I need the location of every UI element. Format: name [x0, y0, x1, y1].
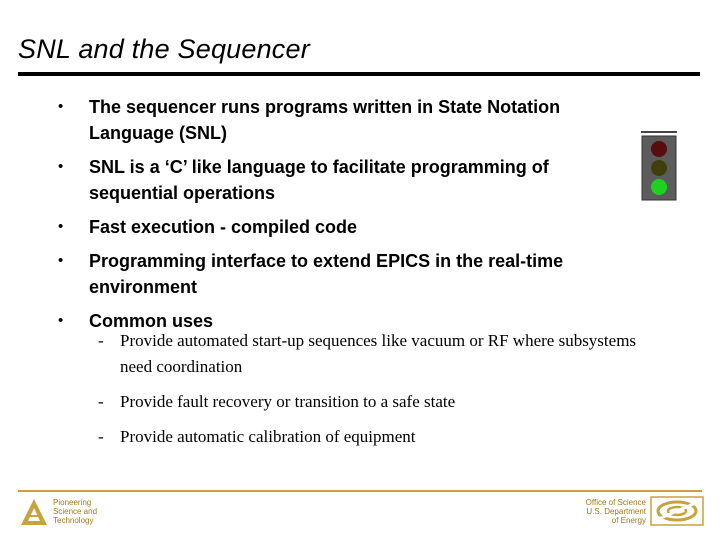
- argonne-logo-icon: [20, 498, 48, 531]
- sub-bullet-item: [98, 328, 658, 380]
- bullet-text: Programming interface to extend EPICS in the real-time environment: [89, 251, 564, 297]
- bullet-item: [58, 94, 638, 146]
- sub-bullet-item: [98, 389, 658, 415]
- traffic-light-icon: [640, 130, 678, 207]
- footer-tagline: [53, 498, 97, 525]
- bullet-marker: •: [58, 312, 64, 329]
- slide-title: SNL and the Sequencer: [18, 34, 310, 64]
- sub-bullet-text: Provide fault recovery or transition to a safe state: [120, 392, 456, 411]
- footer-left-line: Technology: [53, 516, 94, 525]
- sub-bullet-text: Provide automatic calibration of equipment: [120, 427, 416, 446]
- footer-left-line: Pioneering: [53, 498, 92, 507]
- bullet-text: SNL is a ‘C’ like language to facilitate programming of sequential operations: [89, 157, 549, 203]
- bullet-list: [58, 94, 638, 342]
- bullet-marker: •: [58, 218, 64, 235]
- bullet-marker: •: [58, 158, 64, 175]
- sub-bullet-list: [98, 328, 658, 459]
- sub-bullet-item: [98, 424, 658, 450]
- bullet-text: Common uses: [89, 311, 214, 331]
- sub-bullet-text: Provide automated start-up sequences like vacuum or RF where subsystems need coordination: [120, 331, 637, 376]
- bullet-item: [58, 154, 638, 206]
- doe-swirl-logo-icon: [650, 496, 704, 531]
- footer-right-line: Office of Science: [585, 498, 646, 507]
- sub-bullet-marker: -: [98, 392, 104, 411]
- footer-right-line: of Energy: [611, 516, 646, 525]
- footer-agency: [586, 498, 646, 525]
- bullet-item: [58, 248, 638, 300]
- sub-bullet-marker: -: [98, 331, 104, 350]
- bullet-text: Fast execution - compiled code: [89, 217, 358, 237]
- title-divider: [18, 72, 700, 76]
- bullet-item: [58, 214, 638, 240]
- bullet-marker: •: [58, 98, 64, 115]
- footer-left-line: Science and: [53, 507, 98, 516]
- footer-right-line: U.S. Department: [586, 507, 646, 516]
- bullet-marker: •: [58, 252, 64, 269]
- sub-bullet-marker: -: [98, 427, 104, 446]
- bullet-text: The sequencer runs programs written in State Notation Language (SNL): [89, 97, 561, 143]
- footer-divider: [18, 490, 702, 492]
